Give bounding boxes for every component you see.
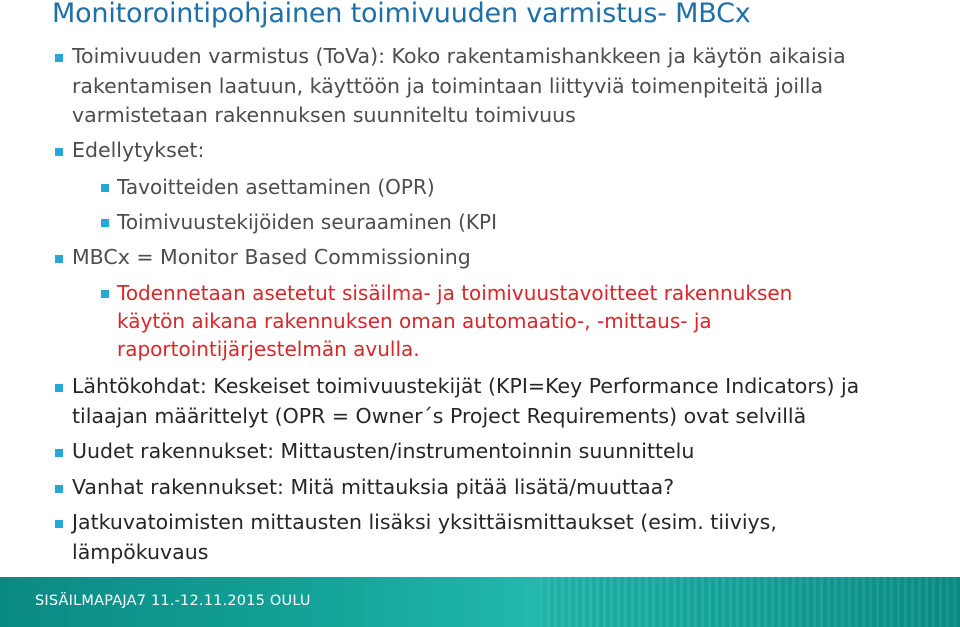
bullet-line: tilaajan määrittelyt (OPR = Owner´s Project Requirements) ovat selvillä	[72, 403, 807, 428]
bullet-line: Toimivuustekijöiden seuraaminen (KPI	[117, 210, 497, 234]
bullet-item-mbcx	[72, 243, 471, 273]
bullet-line: Jatkuvatoimisten mittausten lisäksi yksittäismittaukset (esim. tiiviys,	[72, 510, 777, 534]
bullet-item-new-buildings	[72, 437, 694, 467]
bullet-line: Lähtökohdat: Keskeiset toimivuustekijät (KPI=Key Performance Indicators) ja	[72, 374, 860, 398]
bullet-line: Todennetaan asetetut sisäilma- ja toimivuustavoitteet rakennuksen	[117, 281, 793, 305]
bullet-marker-icon	[101, 184, 109, 192]
sub-bullet-item-verification	[117, 279, 792, 363]
bullet-line: raportointijärjestelmän avulla.	[117, 337, 420, 361]
bullet-line: Uudet rakennukset: Mittausten/instrumentoinnin suunnittelu	[72, 439, 695, 463]
bullet-item-tova	[72, 42, 846, 131]
bullet-line: varmistetaan rakennuksen suunniteltu toimivuus	[72, 103, 576, 127]
bullet-item-continuous-measurements	[72, 508, 777, 567]
bullet-marker-icon	[101, 219, 109, 227]
bullet-item-starting-points	[72, 372, 859, 431]
bullet-line: rakentamisen laatuun, käyttöön ja toimintaan liittyviä toimenpiteitä joilla	[72, 73, 824, 98]
bullet-line: Vanhat rakennukset: Mitä mittauksia pitää lisätä/muuttaa?	[72, 475, 675, 499]
slide-title: Monitorointipohjainen toimivuuden varmistus- MBCx	[52, 0, 751, 29]
bullet-marker-icon	[55, 255, 63, 263]
bullet-line: käytön aikana rakennuksen oman automaatio-, -mittaus- ja	[117, 309, 712, 333]
bullet-line: MBCx = Monitor Based Commissioning	[72, 245, 471, 269]
footer-bar	[0, 577, 960, 627]
bullet-marker-icon	[55, 148, 63, 156]
bullet-line: Tavoitteiden asettaminen (OPR)	[117, 175, 435, 199]
bullet-item-prerequisites	[72, 136, 204, 166]
bullet-marker-icon	[55, 520, 63, 528]
bullet-marker-icon	[55, 485, 63, 493]
bullet-marker-icon	[55, 384, 63, 392]
bullet-marker-icon	[55, 54, 63, 62]
bullet-marker-icon	[55, 449, 63, 457]
sub-bullet-item-opr	[117, 173, 435, 201]
footer-event-label: SISÄILMAPAJA7 11.-12.11.2015 OULU	[35, 593, 311, 609]
bullet-line: Edellytykset:	[72, 138, 205, 162]
sub-bullet-item-kpi	[117, 208, 497, 236]
bullet-marker-icon	[101, 290, 109, 298]
bullet-item-old-buildings	[72, 473, 674, 503]
footer-decoration	[540, 577, 960, 627]
bullet-line: lämpökuvaus	[72, 539, 209, 564]
bullet-line: Toimivuuden varmistus (ToVa): Koko rakentamishankkeen ja käytön aikaisia	[72, 44, 846, 68]
